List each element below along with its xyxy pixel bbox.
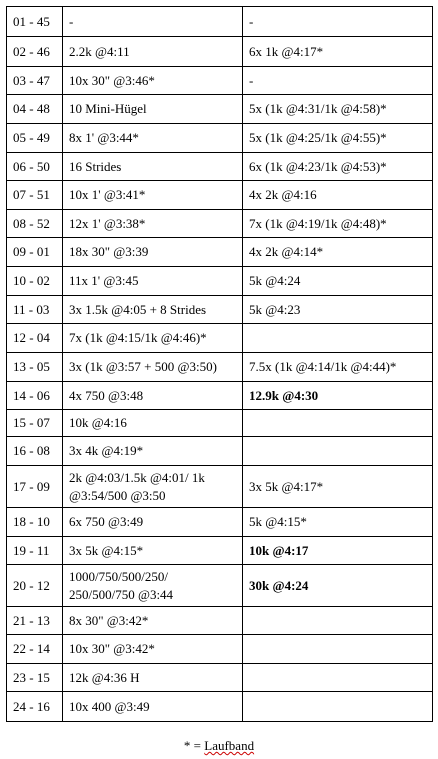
week-cell: 06 - 50 bbox=[7, 153, 63, 181]
table-row bbox=[7, 664, 433, 692]
table-row bbox=[7, 635, 433, 664]
workout-a-cell: 4x 750 @3:48 bbox=[63, 382, 243, 410]
workout-b-cell: 7x (1k @4:19/1k @4:48)* bbox=[243, 210, 433, 238]
week-cell: 18 - 10 bbox=[7, 508, 63, 537]
week-cell: 02 - 46 bbox=[7, 37, 63, 67]
week-cell: 01 - 45 bbox=[7, 7, 63, 37]
table-row bbox=[7, 238, 433, 267]
workout-a-cell: 2.2k @4:11 bbox=[63, 37, 243, 67]
week-cell: 13 - 05 bbox=[7, 353, 63, 382]
workout-a-cell: 12x 1' @3:38* bbox=[63, 210, 243, 238]
week-cell: 03 - 47 bbox=[7, 67, 63, 95]
workout-a-cell: 3x 5k @4:15* bbox=[63, 537, 243, 565]
table-row bbox=[7, 437, 433, 466]
workout-b-cell: - bbox=[243, 7, 433, 37]
table-row bbox=[7, 124, 433, 153]
week-cell: 09 - 01 bbox=[7, 238, 63, 267]
workout-b-cell: 10k @4:17 bbox=[243, 537, 433, 565]
workout-b-cell: 6x 1k @4:17* bbox=[243, 37, 433, 67]
table-row bbox=[7, 181, 433, 210]
week-cell: 14 - 06 bbox=[7, 382, 63, 410]
workout-b-cell bbox=[243, 635, 433, 664]
table-row bbox=[7, 466, 433, 508]
workout-a-cell: 7x (1k @4:15/1k @4:46)* bbox=[63, 324, 243, 353]
workout-a-cell: 3x (1k @3:57 + 500 @3:50) bbox=[63, 353, 243, 382]
week-cell: 12 - 04 bbox=[7, 324, 63, 353]
week-cell: 11 - 03 bbox=[7, 296, 63, 324]
week-cell: 04 - 48 bbox=[7, 95, 63, 124]
week-cell: 24 - 16 bbox=[7, 692, 63, 722]
table-row bbox=[7, 353, 433, 382]
workout-a-cell: 12k @4:36 H bbox=[63, 664, 243, 692]
workout-b-cell bbox=[243, 664, 433, 692]
workout-a-cell: 8x 30" @3:42* bbox=[63, 607, 243, 635]
workout-b-cell: 7.5x (1k @4:14/1k @4:44)* bbox=[243, 353, 433, 382]
table-row bbox=[7, 508, 433, 537]
training-plan-body bbox=[7, 7, 433, 722]
week-cell: 20 - 12 bbox=[7, 565, 63, 607]
footnote-word: Laufband bbox=[204, 738, 255, 753]
week-cell: 19 - 11 bbox=[7, 537, 63, 565]
workout-a-cell: 18x 30" @3:39 bbox=[63, 238, 243, 267]
workout-b-cell bbox=[243, 324, 433, 353]
week-cell: 16 - 08 bbox=[7, 437, 63, 466]
table-row bbox=[7, 607, 433, 635]
workout-b-cell: - bbox=[243, 67, 433, 95]
table-row bbox=[7, 324, 433, 353]
table-row bbox=[7, 692, 433, 722]
workout-b-cell: 30k @4:24 bbox=[243, 565, 433, 607]
workout-b-cell: 5k @4:24 bbox=[243, 267, 433, 296]
week-cell: 10 - 02 bbox=[7, 267, 63, 296]
table-row bbox=[7, 95, 433, 124]
table-row bbox=[7, 153, 433, 181]
week-cell: 05 - 49 bbox=[7, 124, 63, 153]
workout-a-cell: 8x 1' @3:44* bbox=[63, 124, 243, 153]
footnote-marker: * = bbox=[183, 738, 205, 753]
table-row bbox=[7, 410, 433, 437]
table-row bbox=[7, 382, 433, 410]
workout-a-cell: 10x 1' @3:41* bbox=[63, 181, 243, 210]
workout-b-cell: 5x (1k @4:31/1k @4:58)* bbox=[243, 95, 433, 124]
workout-a-cell: 3x 1.5k @4:05 + 8 Strides bbox=[63, 296, 243, 324]
workout-b-cell: 5k @4:15* bbox=[243, 508, 433, 537]
workout-b-cell: 3x 5k @4:17* bbox=[243, 466, 433, 508]
workout-a-cell: 16 Strides bbox=[63, 153, 243, 181]
week-cell: 15 - 07 bbox=[7, 410, 63, 437]
workout-a-cell: 10 Mini-Hügel bbox=[63, 95, 243, 124]
workout-a-cell: 2k @4:03/1.5k @4:01/ 1k @3:54/500 @3:50 bbox=[63, 466, 243, 508]
footnote bbox=[0, 738, 438, 754]
table-row bbox=[7, 296, 433, 324]
table-row bbox=[7, 267, 433, 296]
week-cell: 23 - 15 bbox=[7, 664, 63, 692]
workout-b-cell: 4x 2k @4:14* bbox=[243, 238, 433, 267]
week-cell: 17 - 09 bbox=[7, 466, 63, 508]
table-row bbox=[7, 67, 433, 95]
workout-a-cell: 10k @4:16 bbox=[63, 410, 243, 437]
workout-b-cell: 12.9k @4:30 bbox=[243, 382, 433, 410]
week-cell: 22 - 14 bbox=[7, 635, 63, 664]
training-plan-table bbox=[6, 6, 433, 722]
workout-b-cell: 4x 2k @4:16 bbox=[243, 181, 433, 210]
week-cell: 07 - 51 bbox=[7, 181, 63, 210]
workout-a-cell: 10x 30" @3:42* bbox=[63, 635, 243, 664]
workout-b-cell bbox=[243, 692, 433, 722]
table-row bbox=[7, 537, 433, 565]
workout-a-cell: - bbox=[63, 7, 243, 37]
table-row bbox=[7, 37, 433, 67]
week-cell: 21 - 13 bbox=[7, 607, 63, 635]
week-cell: 08 - 52 bbox=[7, 210, 63, 238]
workout-b-cell: 6x (1k @4:23/1k @4:53)* bbox=[243, 153, 433, 181]
workout-b-cell bbox=[243, 607, 433, 635]
workout-b-cell: 5k @4:23 bbox=[243, 296, 433, 324]
workout-b-cell: 5x (1k @4:25/1k @4:55)* bbox=[243, 124, 433, 153]
workout-b-cell bbox=[243, 437, 433, 466]
workout-a-cell: 10x 400 @3:49 bbox=[63, 692, 243, 722]
workout-a-cell: 1000/750/500/250/ 250/500/750 @3:44 bbox=[63, 565, 243, 607]
workout-a-cell: 3x 4k @4:19* bbox=[63, 437, 243, 466]
workout-b-cell bbox=[243, 410, 433, 437]
table-row bbox=[7, 565, 433, 607]
table-row bbox=[7, 7, 433, 37]
workout-a-cell: 10x 30" @3:46* bbox=[63, 67, 243, 95]
table-row bbox=[7, 210, 433, 238]
workout-a-cell: 6x 750 @3:49 bbox=[63, 508, 243, 537]
workout-a-cell: 11x 1' @3:45 bbox=[63, 267, 243, 296]
